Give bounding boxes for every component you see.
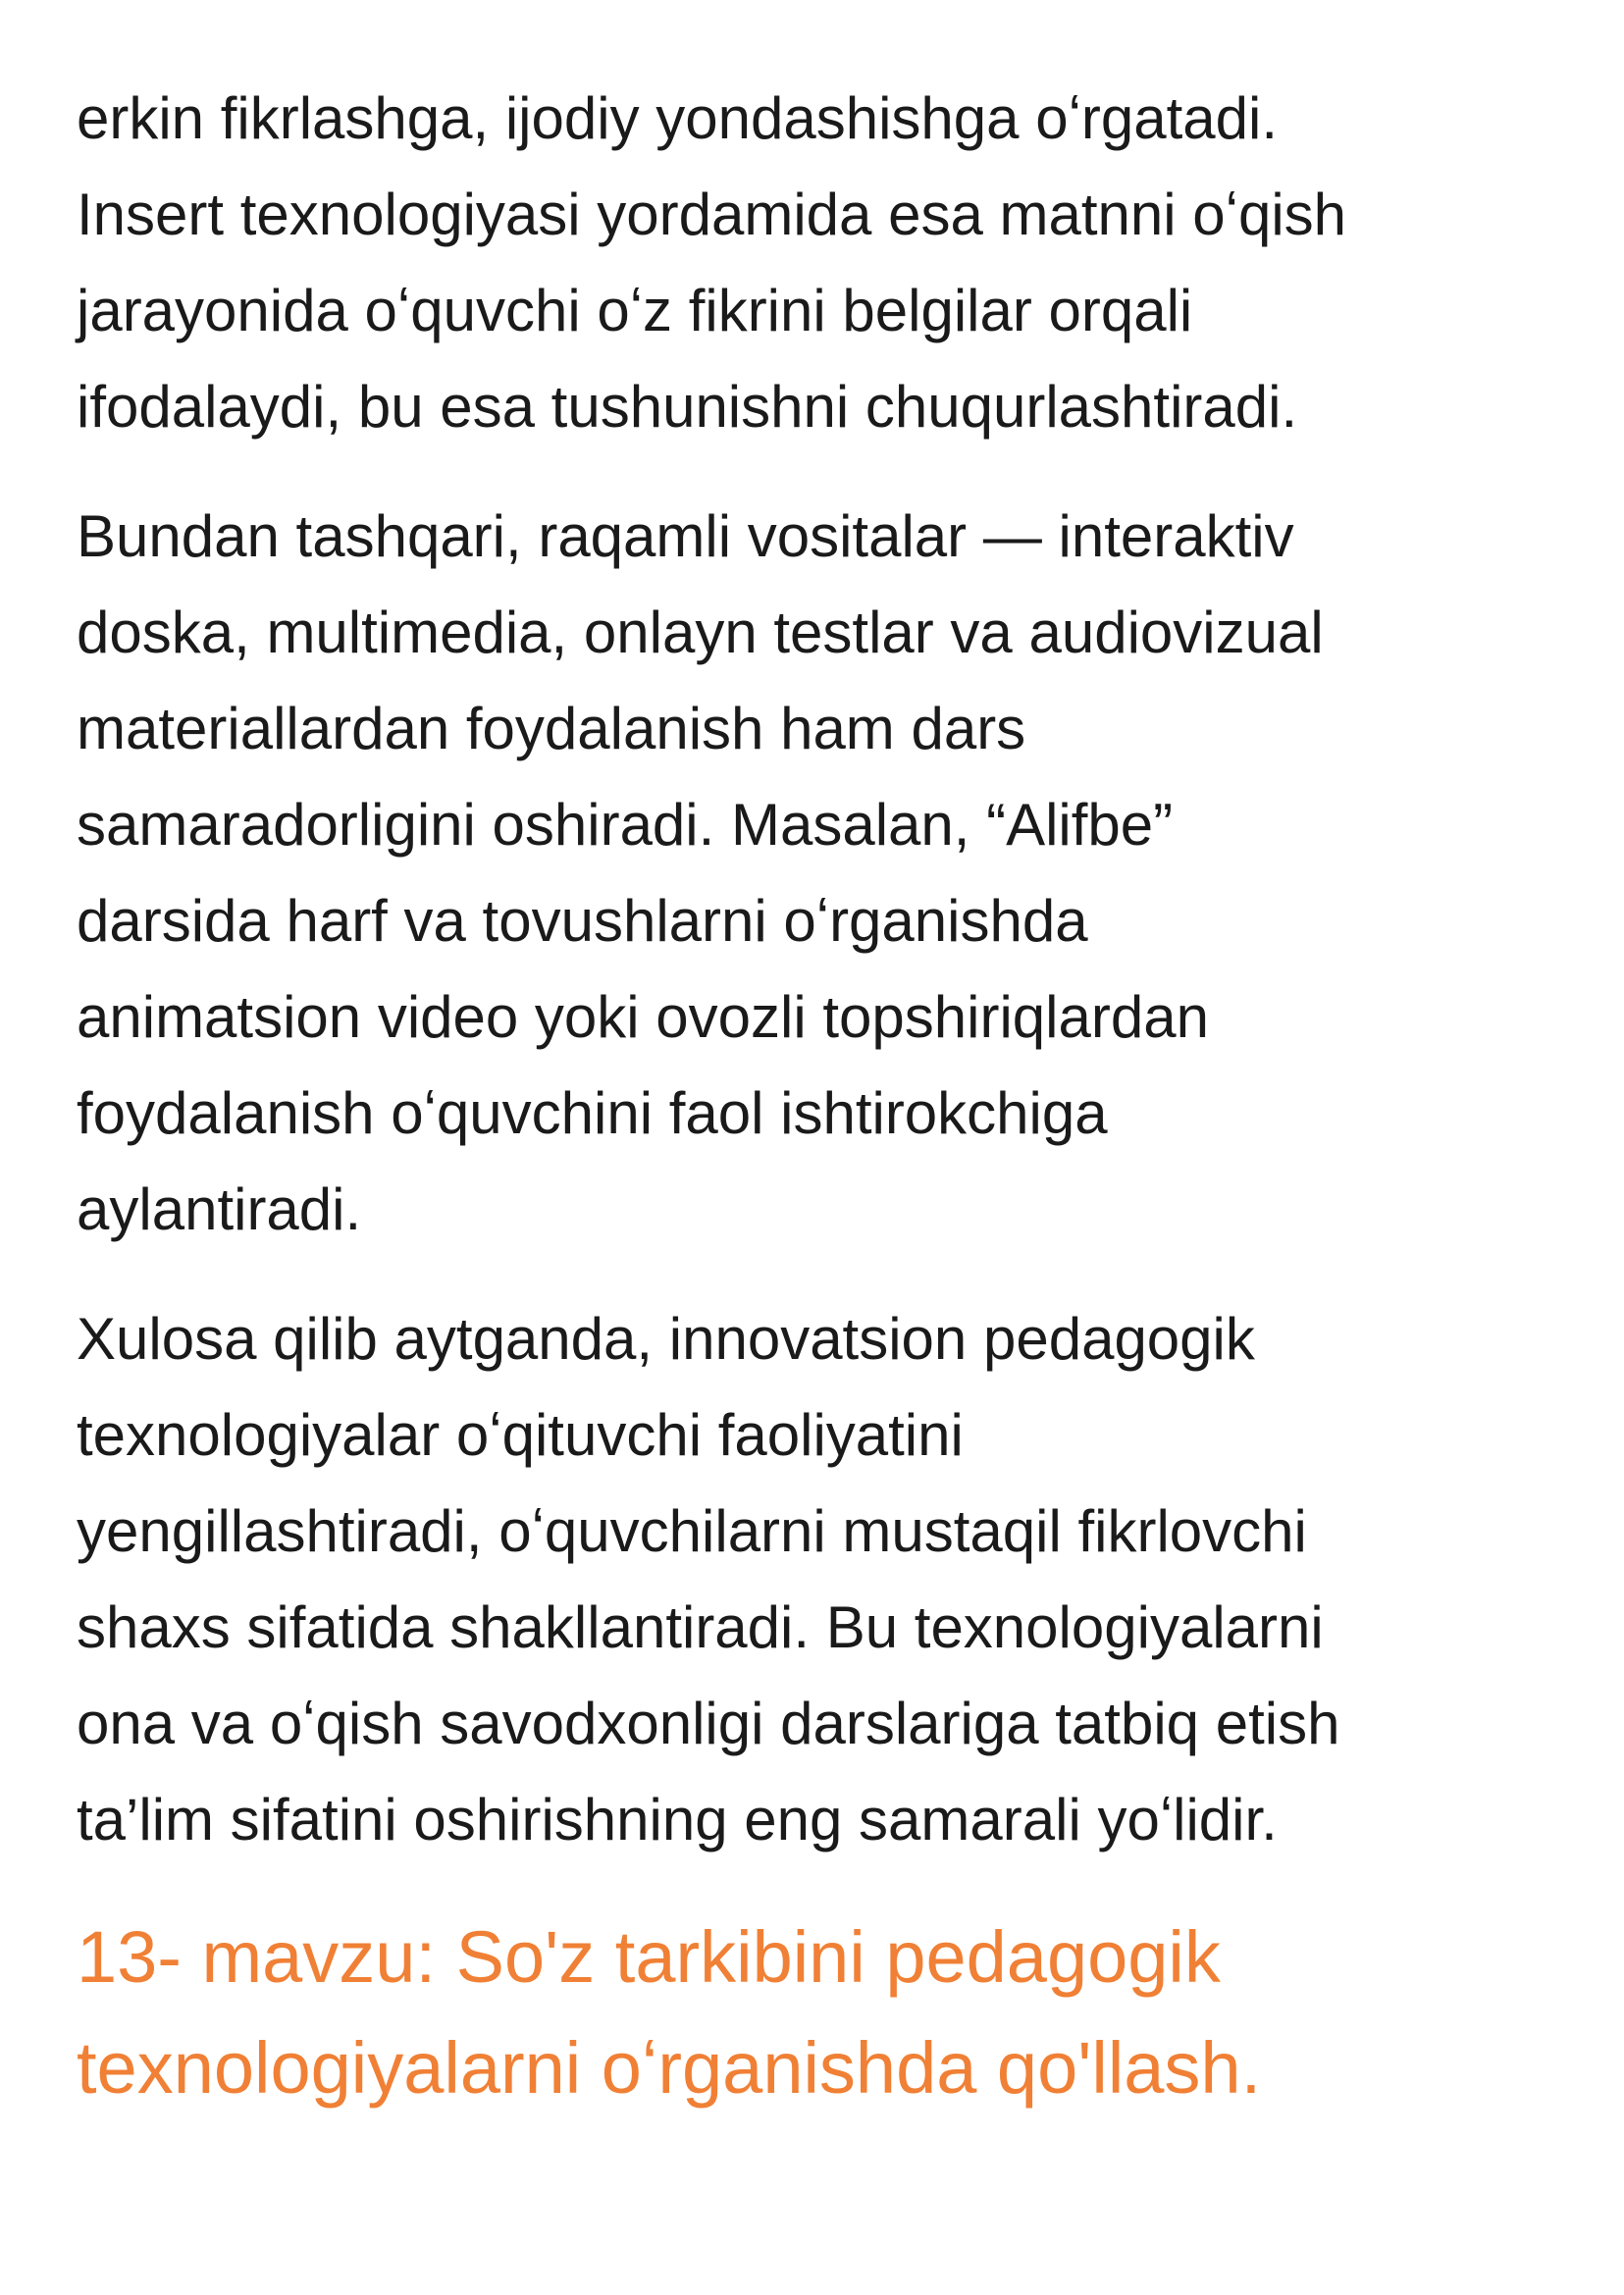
- text-line: foydalanish oʻquvchini faol ishtirokchiga: [77, 1080, 1108, 1146]
- text-line: ona va oʻqish savodxonligi darslariga tatbiq etish: [77, 1691, 1340, 1756]
- text-line: ifodalaydi, bu esa tushunishni chuqurlashtiradi.: [77, 374, 1298, 440]
- text-line: darsida harf va tovushlarni oʻrganishda: [77, 888, 1088, 954]
- text-line: animatsion video yoki ovozli topshiriqlardan: [77, 984, 1209, 1050]
- heading-line: texnologiyalarni oʻrganishda qo'llash.: [77, 2027, 1262, 2109]
- text-line: Insert texnologiyasi yordamida esa matnni oʻqish: [77, 182, 1347, 247]
- text-line: erkin fikrlashga, ijodiy yondashishga oʻrgatadi.: [77, 85, 1279, 151]
- text-line: aylantiradi.: [77, 1176, 362, 1242]
- text-line: materiallardan foydalanish ham dars: [77, 696, 1026, 761]
- heading-line: 13- mavzu: So'z tarkibini pedagogik: [77, 1916, 1221, 1998]
- document-page: [77, 71, 1568, 2123]
- text-line: samaradorligini oshiradi. Masalan, “Alifbe”: [77, 792, 1174, 858]
- text-line: Bundan tashqari, raqamli vositalar — interaktiv: [77, 503, 1294, 569]
- paragraph-2: [77, 489, 1568, 1258]
- text-line: texnologiyalar oʻqituvchi faoliyatini: [77, 1402, 964, 1468]
- paragraph-1: [77, 71, 1568, 455]
- paragraph-3: [77, 1291, 1568, 1868]
- text-line: jarayonida oʻquvchi oʻz fikrini belgilar orqali: [77, 278, 1193, 343]
- text-line: Xulosa qilib aytganda, innovatsion pedagogik: [77, 1306, 1255, 1372]
- text-line: yengillashtiradi, oʻquvchilarni mustaqil fikrlovchi: [77, 1498, 1307, 1564]
- text-line: doska, multimedia, onlayn testlar va audiovizual: [77, 600, 1324, 665]
- text-line: shaxs sifatida shakllantiradi. Bu texnologiyalarni: [77, 1594, 1324, 1660]
- section-heading: [77, 1902, 1568, 2123]
- text-line: ta’lim sifatini oshirishning eng samarali yoʻlidir.: [77, 1787, 1278, 1852]
